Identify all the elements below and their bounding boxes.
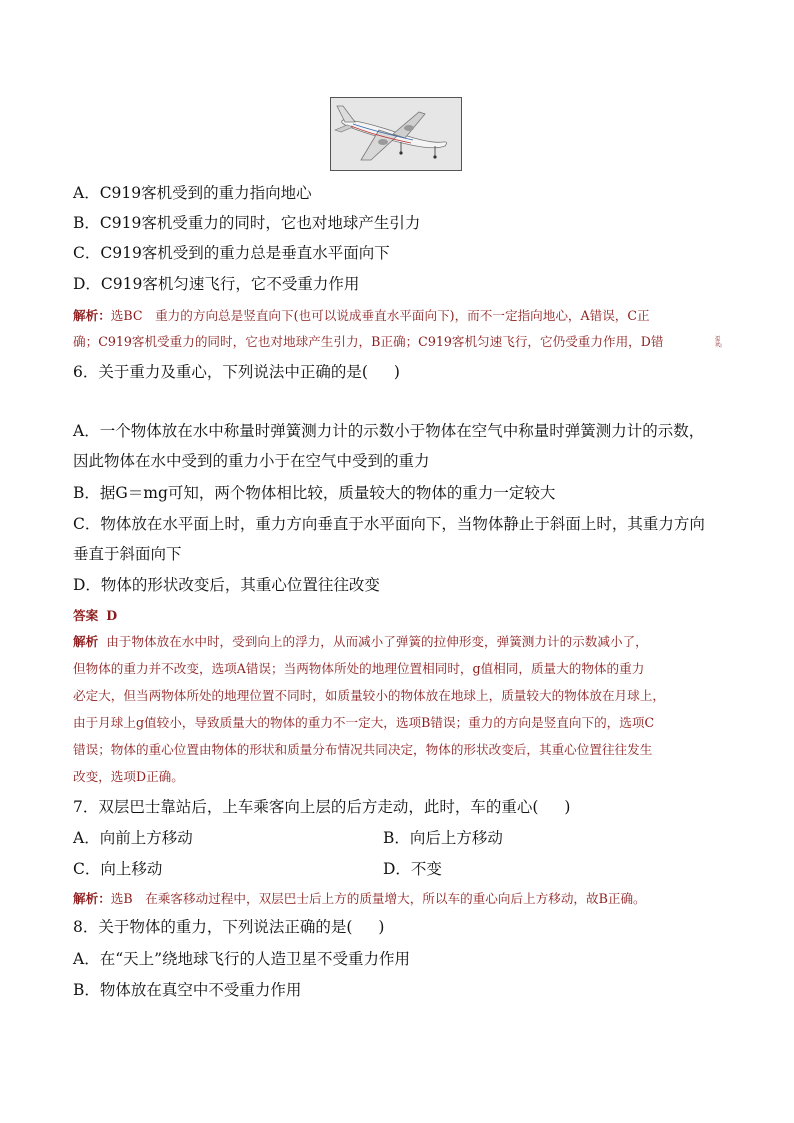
q6-analysis-line-3: 必定大，但当两物体所处的地理位置不同时，如质量较小的物体放在地球上，质量较大的物体放在月球上，: [73, 688, 665, 703]
q5-analysis-line-1: 解析：选BC 重力的方向总是竖直向下(也可以说成垂直水平面向下)，而不一定指向地心，A错误，C正: [73, 308, 650, 323]
q6-analysis-tag: 解析: [73, 634, 99, 649]
q6-option-d: D．物体的形状改变后，其重心位置往往改变: [73, 576, 380, 594]
q6-analysis-line-2: 但物体的重力并不改变，选项A错误；当两物体所处的地理位置相同时，g值相同，质量大的物体的重力: [73, 661, 645, 676]
q7-option-c: C．向上移动: [73, 860, 163, 878]
q6-stem: 6．关于重力及重心，下列说法中正确的是( ): [73, 363, 400, 381]
q7-option-a: A．向前上方移动: [73, 829, 193, 847]
q5-option-a: A．C919客机受到的重力指向地心: [73, 184, 312, 202]
q5-analysis-line-2: 确；C919客机受重力的同时，它也对地球产生引力，B正确；C919客机匀速飞行，它仍受重力作用，D错: [73, 334, 664, 349]
q5-analysis-line-3: 误。: [715, 334, 726, 349]
q6-option-c-line-1: C．物体放在水平面上时，重力方向垂直于水平面向下，当物体静止于斜面上时，其重力方向: [73, 515, 705, 533]
q7-analysis: 解析：选B 在乘客移动过程中，双层巴士后上方的质量增大，所以车的重心向后上方移动，故B正确。: [73, 891, 646, 906]
q8-stem: 8．关于物体的重力，下列说法正确的是( ): [73, 918, 385, 936]
q6-option-c-line-2: 垂直于斜面向下: [73, 545, 182, 563]
q8-option-a: A．在“天上”绕地球飞行的人造卫星不受重力作用: [73, 950, 411, 968]
q7-stem: 7．双层巴士靠站后，上车乘客向上层的后方走动，此时，车的重心( ): [73, 798, 571, 816]
q5-option-c: C．C919客机受到的重力总是垂直水平面向下: [73, 244, 390, 262]
q6-answer: 答案 D: [73, 608, 118, 623]
q6-analysis-line-5: 错误；物体的重心位置由物体的形状和质量分布情况共同决定，物体的形状改变后，其重心位置往往发生: [73, 742, 653, 757]
airplane-icon: [331, 98, 461, 170]
q6-analysis-line-1: 解析 由于物体放在水中时，受到向上的浮力，从而减小了弹簧的拉伸形变，弹簧测力计的示数减小了，: [73, 634, 648, 649]
q7-option-d: D．不变: [383, 860, 442, 878]
q6-answer-value: D: [106, 608, 118, 623]
q6-analysis-line-4: 由于月球上g值较小，导致质量大的物体的重力不一定大，选项B错误；重力的方向是竖直向下的，选项C: [73, 715, 655, 730]
q8-option-b: B．物体放在真空中不受重力作用: [73, 981, 302, 999]
q6-option-a-line-1: A．一个物体放在水中称量时弹簧测力计的示数小于物体在空气中称量时弹簧测力计的示数，: [73, 422, 705, 440]
q6-option-b: B．据G＝mg可知，两个物体相比较，质量较大的物体的重力一定较大: [73, 484, 556, 502]
q5-option-d: D．C919客机匀速飞行，它不受重力作用: [73, 275, 360, 293]
q5-option-b: B．C919客机受重力的同时，它也对地球产生引力: [73, 214, 421, 232]
q5-analysis-tag: 解析：: [73, 308, 111, 323]
q6-option-a-line-2: 因此物体在水中受到的重力小于在空气中受到的重力: [73, 452, 430, 470]
q6-analysis-line-6: 改变，选项D正确。: [73, 769, 184, 784]
q7-analysis-tag: 解析：: [73, 891, 111, 906]
q7-option-b: B．向后上方移动: [383, 829, 503, 847]
c919-airplane-photo: [330, 97, 462, 171]
